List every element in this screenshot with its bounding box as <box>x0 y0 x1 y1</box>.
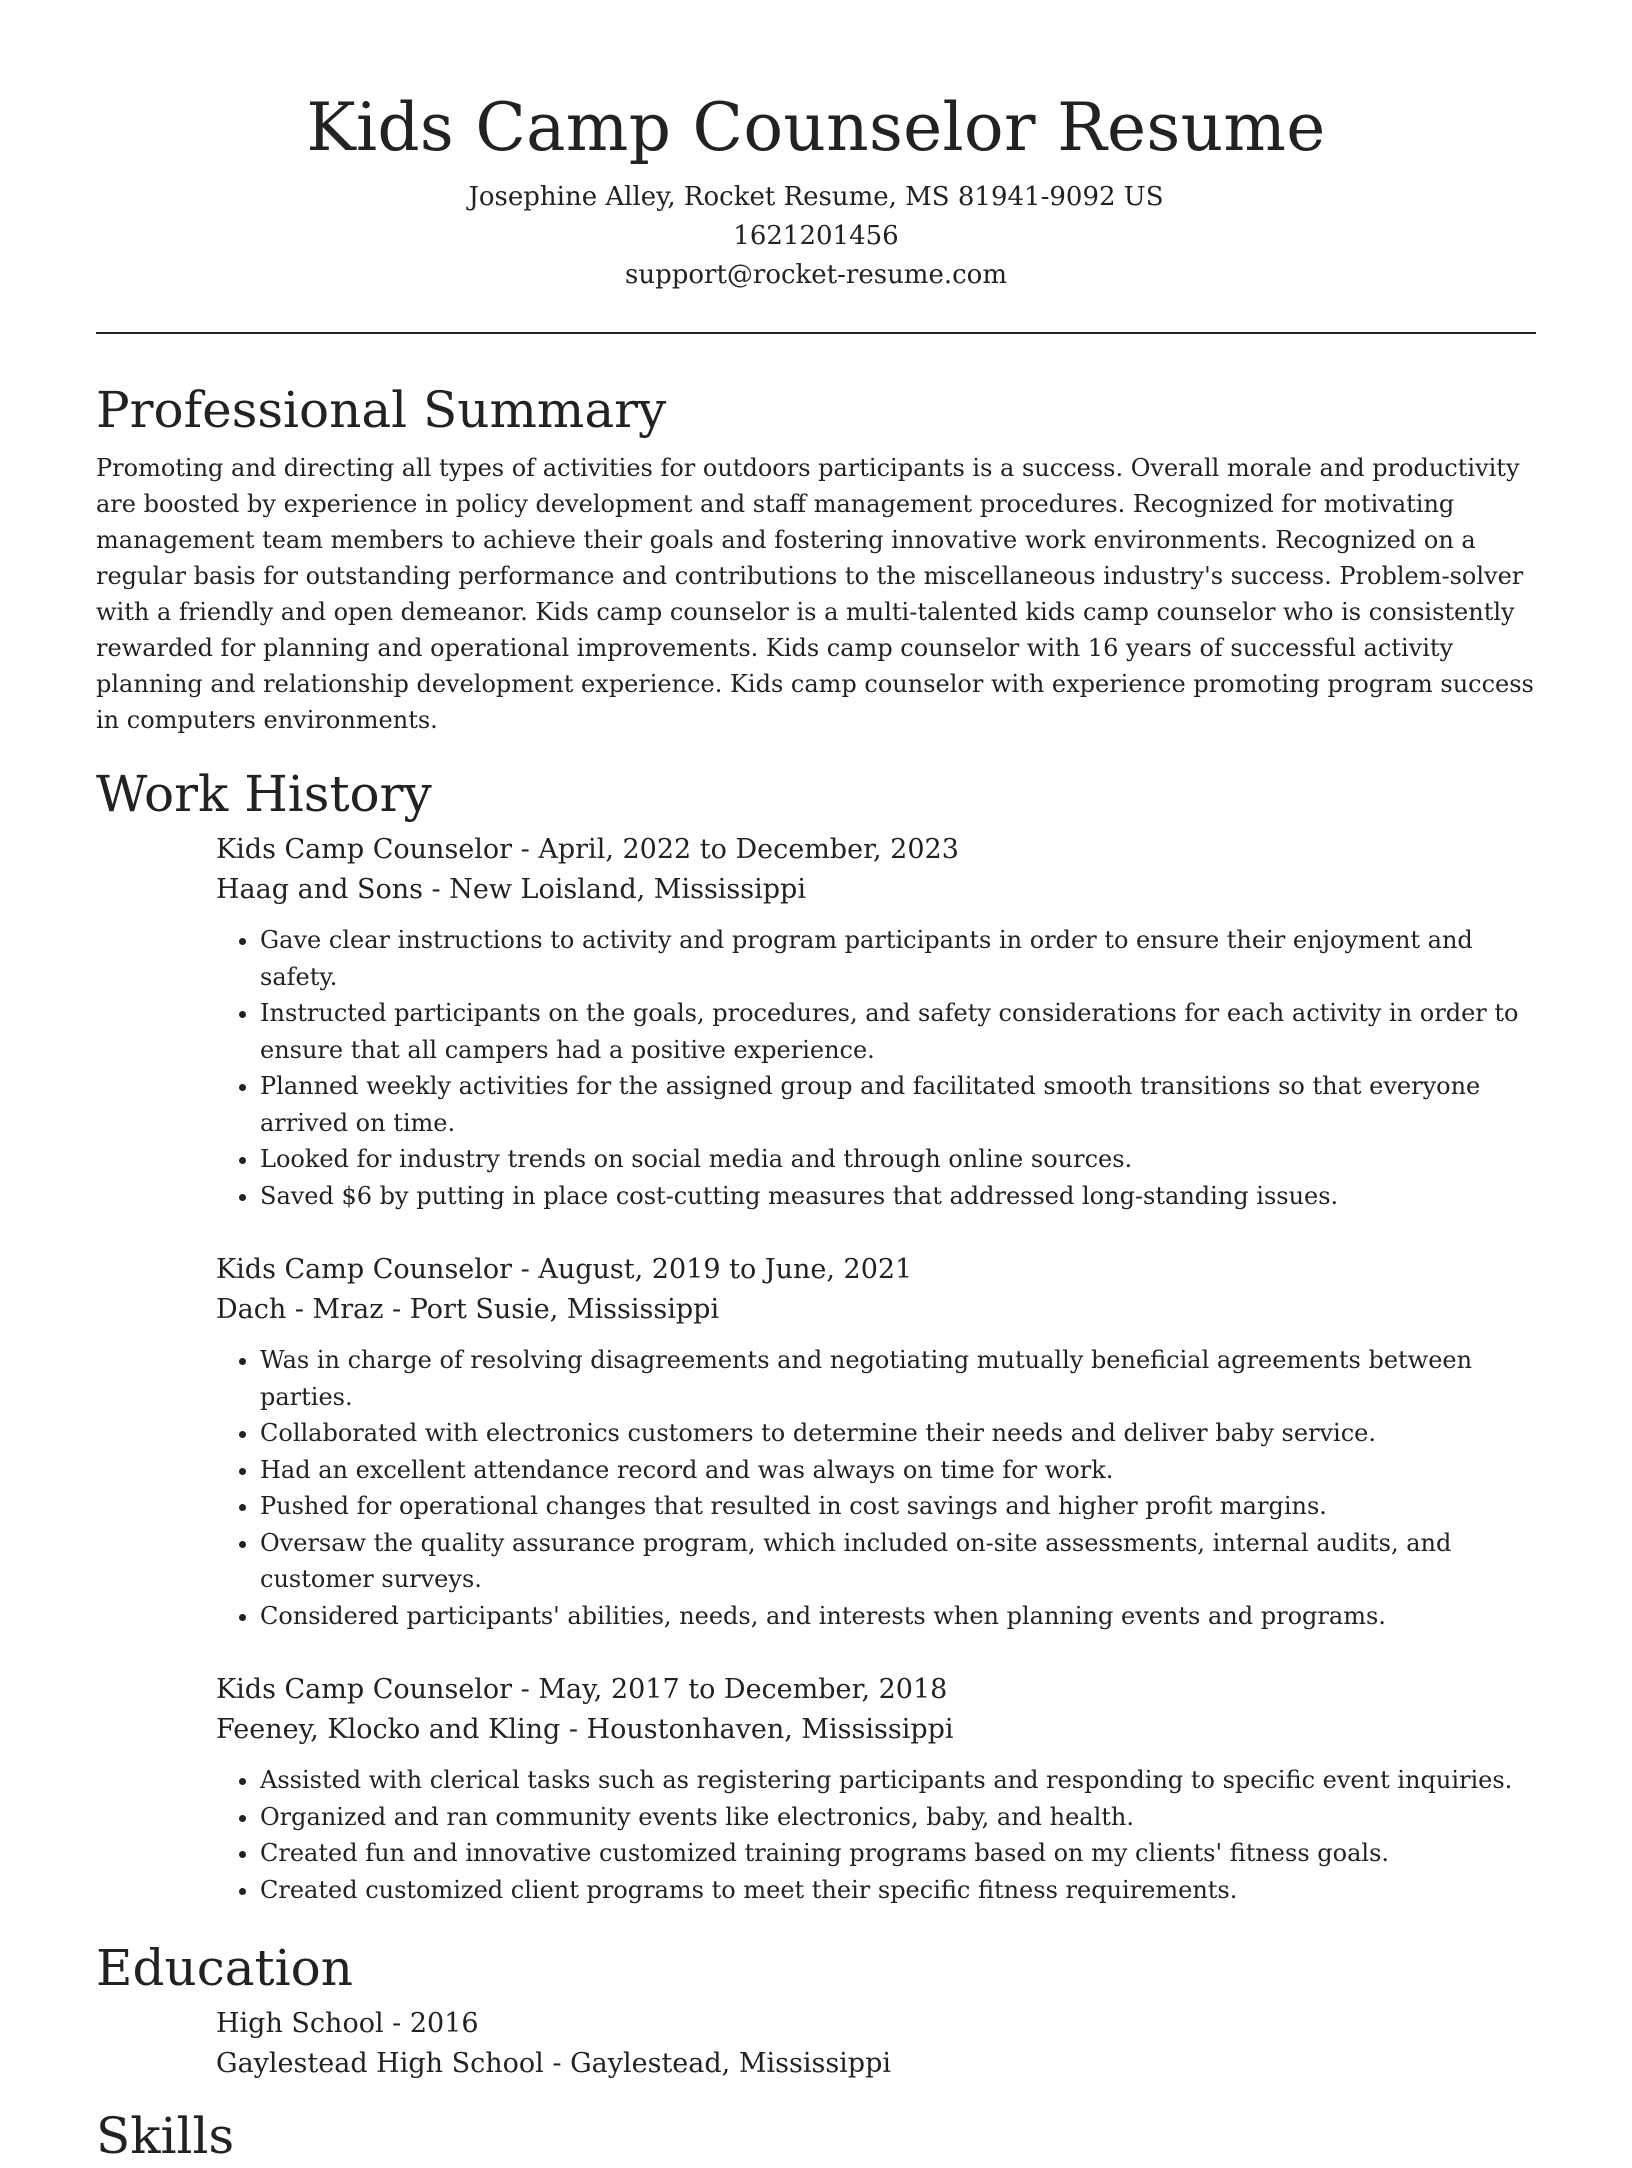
job-company-line <box>216 870 1536 910</box>
contact-email: support@rocket-resume.com <box>624 260 1007 290</box>
job-bullet: • Had an excellent attendance record and was always on time for work. <box>260 1452 1536 1489</box>
job-bullet: • Gave clear instructions to activity and program participants in order to ensure their enjoyment and safety. <box>260 922 1536 995</box>
job-location: - Port Susie, Mississippi <box>383 1294 720 1325</box>
job-location: - New Loisland, Mississippi <box>422 874 806 905</box>
job-bullet: • Created customized client programs to meet their specific fitness requirements. <box>260 1872 1536 1909</box>
job-company: Haag and Sons <box>216 874 423 905</box>
job-bullet: • Assisted with clerical tasks such as registering participants and responding to specific event inquiries. <box>260 1762 1536 1799</box>
job-title: Kids Camp Counselor <box>216 1674 513 1705</box>
job-dates: - August, 2019 to June, 2021 <box>512 1254 913 1285</box>
job-title-line <box>216 1250 1536 1290</box>
job-bullet: • Looked for industry trends on social media and through online sources. <box>260 1141 1536 1178</box>
contact-phone: 1621201456 <box>733 221 899 251</box>
education-entry <box>216 2004 1536 2084</box>
work-history-section <box>96 762 1536 1908</box>
job-company: Feeney, Klocko and Kling <box>216 1714 561 1745</box>
job-bullet: • Considered participants' abilities, needs, and interests when planning events and programs. <box>260 1598 1536 1635</box>
resume-page <box>96 0 1536 2168</box>
contact-info <box>96 178 1536 295</box>
job-company: Dach - Mraz <box>216 1294 384 1325</box>
education-school-line <box>216 2044 1536 2084</box>
job-title-line <box>216 1670 1536 1710</box>
job-entry <box>216 1670 1536 1908</box>
job-bullet: • Oversaw the quality assurance program, which included on-site assessments, internal audits, and customer surveys. <box>260 1525 1536 1598</box>
job-bullet: • Collaborated with electronics customers to determine their needs and deliver baby service. <box>260 1415 1536 1452</box>
summary-text: Promoting and directing all types of activities for outdoors participants is a success. Overall morale and productivity are boosted by experience in policy development and staff management procedures. Recognized for motivating management team members to achieve their goals and fostering innovative work environments. Recognized on a regular basis for outstanding performance and contributions to the miscellaneous industry's success. Problem-solver with a friendly and open demeanor. Kids camp counselor is a multi-talented kids camp counselor who is consistently rewarded for planning and operational improvements. Kids camp counselor with 16 years of successful activity planning and relationship development experience. Kids camp counselor with experience promoting program success in computers environments. <box>96 454 1534 734</box>
job-bullet: • Pushed for operational changes that resulted in cost savings and higher profit margins. <box>260 1488 1536 1525</box>
job-title: Kids Camp Counselor <box>216 834 513 865</box>
education-location: - Gaylestead, Mississippi <box>543 2048 892 2079</box>
job-entry <box>216 830 1536 1214</box>
job-bullet: • Saved $6 by putting in place cost-cutting measures that addressed long-standing issues. <box>260 1178 1536 1215</box>
header-divider <box>96 332 1536 334</box>
job-bullet: • Was in charge of resolving disagreements and negotiating mutually beneficial agreements between parties. <box>260 1342 1536 1415</box>
resume-title: Kids Camp Counselor Resume <box>306 89 1326 166</box>
job-bullet: • Organized and ran community events like electronics, baby, and health. <box>260 1799 1536 1836</box>
job-dates: - May, 2017 to December, 2018 <box>512 1674 948 1705</box>
skills-section <box>96 2104 1536 2168</box>
education-year: - 2016 <box>383 2008 479 2039</box>
job-dates: - April, 2022 to December, 2023 <box>512 834 959 865</box>
job-title-line <box>216 830 1536 870</box>
section-title-work: Work History <box>96 765 432 823</box>
education-degree: High School <box>216 2008 384 2039</box>
education-degree-line <box>216 2004 1536 2044</box>
job-company-line <box>216 1290 1536 1330</box>
section-title-skills: Skills <box>96 2107 235 2165</box>
education-section <box>96 1936 1536 2084</box>
contact-address: Josephine Alley, Rocket Resume, MS 81941-9092 US <box>468 182 1164 212</box>
job-bullets <box>216 1342 1536 1634</box>
job-location: - Houstonhaven, Mississippi <box>560 1714 954 1745</box>
job-bullet: • Instructed participants on the goals, procedures, and safety considerations for each activity in order to ensure that all campers had a positive experience. <box>260 995 1536 1068</box>
job-bullets <box>216 922 1536 1214</box>
job-title: Kids Camp Counselor <box>216 1254 513 1285</box>
section-title-education: Education <box>96 1939 353 1997</box>
section-title-summary: Professional Summary <box>96 381 667 439</box>
job-bullet: • Planned weekly activities for the assigned group and facilitated smooth transitions so that everyone arrived on time. <box>260 1068 1536 1141</box>
professional-summary-section <box>96 378 1536 738</box>
education-school: Gaylestead High School <box>216 2048 544 2079</box>
job-entry <box>216 1250 1536 1634</box>
resume-header <box>96 0 1536 295</box>
job-bullets <box>216 1762 1536 1908</box>
job-bullet: • Created fun and innovative customized training programs based on my clients' fitness goals. <box>260 1835 1536 1872</box>
job-company-line <box>216 1710 1536 1750</box>
